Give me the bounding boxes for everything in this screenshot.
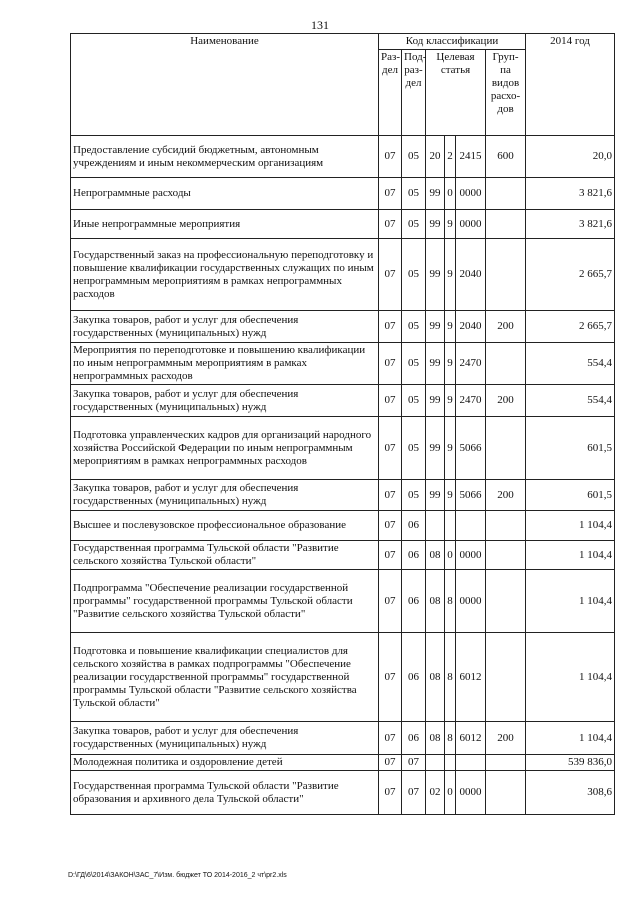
row-target-direction: 2470 [456,385,486,417]
table-row [71,570,615,633]
row-target-subprogram [445,511,456,541]
table-row [71,136,615,178]
row-name: Закупка товаров, работ и услуг для обеспечения государственных (муниципальных) нужд [71,722,379,755]
row-target-direction: 2415 [456,136,486,178]
row-section: 07 [379,210,402,239]
row-target-program: 99 [426,178,445,210]
row-target-subprogram: 9 [445,385,456,417]
row-amount: 308,6 [526,771,615,815]
row-section: 07 [379,511,402,541]
row-target-direction: 2040 [456,239,486,311]
row-amount: 1 104,4 [526,570,615,633]
row-expense-group [486,239,526,311]
header-section: Раз-дел [379,50,402,136]
row-expense-group [486,771,526,815]
row-amount: 539 836,0 [526,755,615,771]
row-section: 07 [379,541,402,570]
row-target-program: 99 [426,210,445,239]
page-number: 131 [311,18,329,32]
header-group: Груп-па видов расхо-дов [486,50,526,136]
row-amount: 554,4 [526,385,615,417]
row-amount: 601,5 [526,480,615,511]
table-row [71,541,615,570]
row-expense-group [486,417,526,480]
row-name: Закупка товаров, работ и услуг для обеспечения государственных (муниципальных) нужд [71,480,379,511]
row-target-direction [456,511,486,541]
row-amount: 1 104,4 [526,511,615,541]
row-section: 07 [379,480,402,511]
row-amount: 554,4 [526,343,615,385]
row-amount: 20,0 [526,136,615,178]
row-target-program: 99 [426,239,445,311]
row-subsection: 05 [402,136,426,178]
budget-body [71,136,615,815]
row-target-subprogram: 9 [445,311,456,343]
table-row [71,633,615,722]
row-subsection: 05 [402,343,426,385]
row-subsection: 05 [402,178,426,210]
table-row [71,480,615,511]
row-target-direction: 0000 [456,541,486,570]
row-amount: 3 821,6 [526,178,615,210]
row-target-direction [456,755,486,771]
row-section: 07 [379,239,402,311]
row-subsection: 06 [402,722,426,755]
row-target-subprogram: 8 [445,722,456,755]
row-target-subprogram [445,755,456,771]
row-expense-group: 200 [486,722,526,755]
row-section: 07 [379,771,402,815]
row-section: 07 [379,722,402,755]
row-target-program: 99 [426,311,445,343]
header-row-top [71,34,615,50]
row-target-program: 99 [426,385,445,417]
header-name: Наименование [71,34,379,136]
header-year: 2014 год [526,34,615,136]
row-section: 07 [379,633,402,722]
table-row [71,771,615,815]
header-subsection: Под-раз-дел [402,50,426,136]
row-target-program: 99 [426,480,445,511]
row-target-program: 20 [426,136,445,178]
row-section: 07 [379,178,402,210]
row-expense-group: 200 [486,311,526,343]
row-expense-group [486,511,526,541]
row-section: 07 [379,311,402,343]
row-expense-group [486,343,526,385]
row-amount: 3 821,6 [526,210,615,239]
row-section: 07 [379,755,402,771]
row-expense-group [486,633,526,722]
row-subsection: 06 [402,570,426,633]
row-name: Подготовка управленческих кадров для организаций народного хозяйства Российской Федерации по иным непрограммным мероприятиям в рамках непрограммных расходов [71,417,379,480]
row-name: Государственный заказ на профессиональную переподготовку и повышение квалификации государственных служащих по иным непрограммным мероприятиям в рамках непрограммных расходов [71,239,379,311]
row-target-direction: 6012 [456,722,486,755]
table-row [71,722,615,755]
row-expense-group: 600 [486,136,526,178]
row-target-subprogram: 0 [445,541,456,570]
row-target-subprogram: 9 [445,417,456,480]
table-row [71,385,615,417]
row-subsection: 06 [402,541,426,570]
row-target-program [426,511,445,541]
row-target-direction: 2040 [456,311,486,343]
row-expense-group: 200 [486,385,526,417]
row-expense-group [486,210,526,239]
row-subsection: 05 [402,210,426,239]
row-target-subprogram: 8 [445,570,456,633]
row-target-program: 99 [426,417,445,480]
row-target-direction: 0000 [456,178,486,210]
table-row [71,239,615,311]
row-expense-group [486,755,526,771]
row-target-program: 99 [426,343,445,385]
row-expense-group [486,178,526,210]
row-target-program: 08 [426,722,445,755]
table-row [71,511,615,541]
row-target-direction: 5066 [456,417,486,480]
row-amount: 1 104,4 [526,633,615,722]
row-name: Закупка товаров, работ и услуг для обеспечения государственных (муниципальных) нужд [71,311,379,343]
row-target-direction: 2470 [456,343,486,385]
row-amount: 601,5 [526,417,615,480]
row-name: Непрограммные расходы [71,178,379,210]
table-row [71,178,615,210]
row-target-subprogram: 9 [445,239,456,311]
row-name: Иные непрограммные мероприятия [71,210,379,239]
row-name: Предоставление субсидий бюджетным, автономным учреждениям и иным некоммерческим организациям [71,136,379,178]
row-section: 07 [379,136,402,178]
table-row [71,343,615,385]
row-amount: 1 104,4 [526,722,615,755]
file-path-footer: D:\ГД\6\2014\ЗАКОН\ЗАС_7\Изм. бюджет ТО 2014-2016_2 чт\pr2.xls [68,872,287,879]
row-amount: 2 665,7 [526,311,615,343]
table-row [71,755,615,771]
row-name: Закупка товаров, работ и услуг для обеспечения государственных (муниципальных) нужд [71,385,379,417]
row-target-direction: 0000 [456,771,486,815]
row-target-program: 08 [426,541,445,570]
row-expense-group [486,570,526,633]
row-name: Мероприятия по переподготовке и повышению квалификации по иным непрограммным мероприятиям в рамках непрограммных расходов [71,343,379,385]
row-name: Высшее и послевузовское профессиональное образование [71,511,379,541]
row-target-subprogram: 9 [445,480,456,511]
row-section: 07 [379,570,402,633]
header-target: Целевая статья [426,50,486,136]
row-target-direction: 0000 [456,570,486,633]
row-target-subprogram: 9 [445,210,456,239]
row-section: 07 [379,343,402,385]
row-target-program [426,755,445,771]
row-target-direction: 0000 [456,210,486,239]
row-target-subprogram: 8 [445,633,456,722]
row-target-subprogram: 2 [445,136,456,178]
row-subsection: 06 [402,511,426,541]
row-target-program: 08 [426,570,445,633]
table-row [71,417,615,480]
row-subsection: 07 [402,755,426,771]
row-subsection: 05 [402,480,426,511]
row-target-program: 02 [426,771,445,815]
row-subsection: 05 [402,311,426,343]
row-expense-group [486,541,526,570]
row-target-direction: 6012 [456,633,486,722]
row-amount: 2 665,7 [526,239,615,311]
row-amount: 1 104,4 [526,541,615,570]
budget-table [70,33,615,815]
row-target-direction: 5066 [456,480,486,511]
row-target-subprogram: 0 [445,771,456,815]
row-target-subprogram: 0 [445,178,456,210]
row-name: Государственная программа Тульской области "Развитие образования и архивного дела Тульской области" [71,771,379,815]
row-name: Подготовка и повышение квалификации специалистов для сельского хозяйства в рамках подпрограммы "Обеспечение реализации государственной программы" государственной программы Тульской области "Развитие сельского хозяйства Тульской области" [71,633,379,722]
row-target-program: 08 [426,633,445,722]
row-subsection: 05 [402,239,426,311]
row-subsection: 06 [402,633,426,722]
row-name: Молодежная политика и оздоровление детей [71,755,379,771]
row-section: 07 [379,417,402,480]
table-row [71,311,615,343]
header-classification: Код классификации [379,34,526,50]
row-expense-group: 200 [486,480,526,511]
row-name: Государственная программа Тульской области "Развитие сельского хозяйства Тульской области" [71,541,379,570]
table-row [71,210,615,239]
row-subsection: 05 [402,385,426,417]
row-target-subprogram: 9 [445,343,456,385]
row-name: Подпрограмма "Обеспечение реализации государственной программы" государственной программы Тульской области "Развитие сельского хозяйства Тульской области" [71,570,379,633]
row-subsection: 07 [402,771,426,815]
row-section: 07 [379,385,402,417]
row-subsection: 05 [402,417,426,480]
